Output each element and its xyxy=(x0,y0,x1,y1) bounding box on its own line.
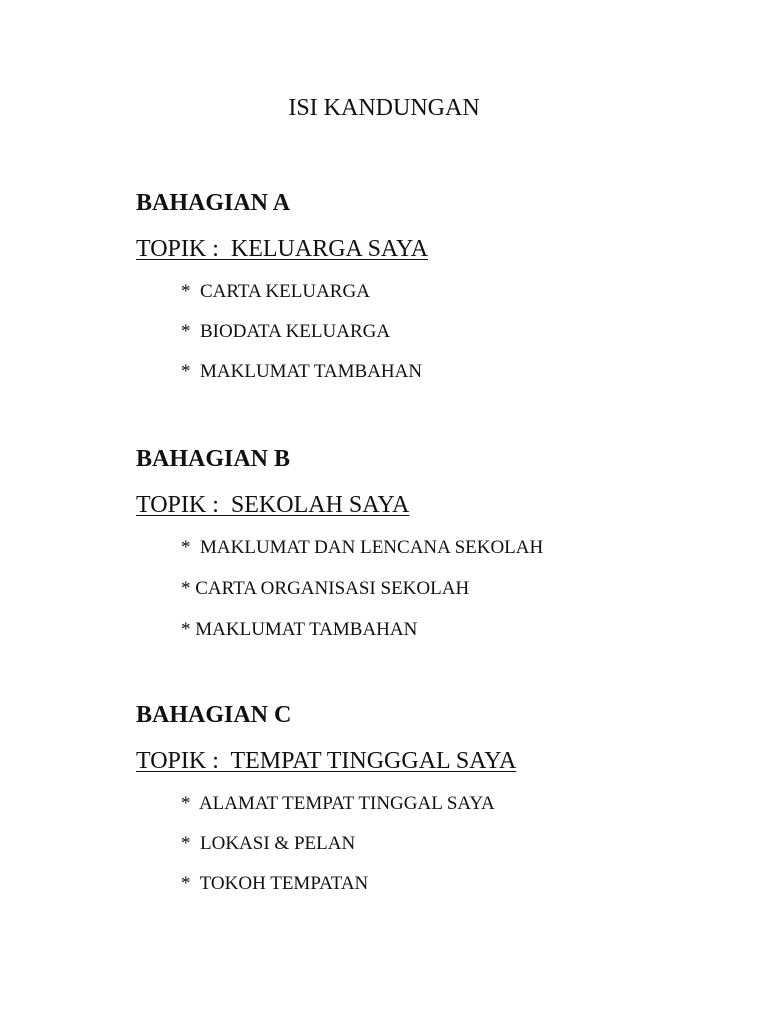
section-heading: BAHAGIAN B xyxy=(136,446,291,472)
list-item: * CARTA ORGANISASI SEKOLAH xyxy=(181,578,470,599)
section-heading: BAHAGIAN C xyxy=(136,702,292,728)
list-item: * TOKOH TEMPATAN xyxy=(181,873,369,894)
list-item: * ALAMAT TEMPAT TINGGAL SAYA xyxy=(181,793,495,814)
list-item: * BIODATA KELUARGA xyxy=(181,321,391,342)
list-item: * MAKLUMAT TAMBAHAN xyxy=(181,361,423,382)
document-title: ISI KANDUNGAN xyxy=(288,95,480,121)
list-item: * CARTA KELUARGA xyxy=(181,281,370,302)
section-heading: BAHAGIAN A xyxy=(136,190,291,216)
section-topic: TOPIK : KELUARGA SAYA xyxy=(136,236,429,262)
section-topic: TOPIK : SEKOLAH SAYA xyxy=(136,492,410,518)
list-item: * MAKLUMAT TAMBAHAN xyxy=(181,619,418,640)
list-item: * LOKASI & PELAN xyxy=(181,833,356,854)
list-item: * MAKLUMAT DAN LENCANA SEKOLAH xyxy=(181,537,544,558)
section-topic: TOPIK : TEMPAT TINGGGAL SAYA xyxy=(136,748,517,774)
